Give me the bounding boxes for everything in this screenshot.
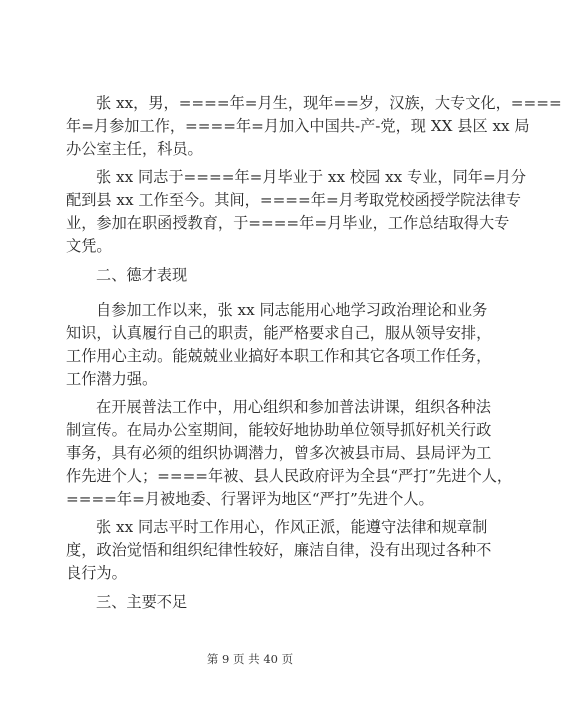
text-line: 工作潜力强。: [66, 370, 158, 388]
text-line: 在开展普法工作中，用心组织和参加普法讲课，组织各种法: [96, 398, 491, 416]
document-body: [66, 92, 562, 626]
section-heading-virtue: [96, 264, 442, 287]
heading-text: 二、德才表现: [96, 266, 188, 284]
text-line: 张 xx 同志于====年=月毕业于 xx 校园 xx 专业，同年=月分: [96, 168, 527, 186]
paragraph-conduct: [66, 516, 492, 585]
text-line: 自参加工作以来，张 xx 同志能用心地学习政治理论和业务: [96, 301, 488, 319]
text-line: 制宣传。在局办公室期间，能较好地协助单位领导抓好机关行政: [66, 421, 492, 439]
paragraph-achievements: [66, 396, 513, 511]
paragraph-education: [66, 166, 527, 258]
text-line: 知识，认真履行自己的职责，能严格要求自己，服从领导安排，: [66, 324, 492, 342]
text-line: 年=月参加工作，====年=月加入中国共-产-党，现 XX 县区 xx 局: [66, 117, 530, 135]
paragraph-basic-info: [66, 92, 562, 161]
text-line: 事务，具有必须的组织协调潜力，曾多次被县市局、县局评为工: [66, 444, 492, 462]
text-line: 办公室主任，科员。: [66, 140, 203, 158]
heading-text: 三、主要不足: [96, 593, 188, 611]
text-line: 度，政治觉悟和组织纪律性较好，廉洁自律，没有出现过各种不: [66, 541, 492, 559]
text-line: 业，参加在职函授教育，于====年=月毕业，工作总结取得大专: [66, 214, 510, 232]
text-line: 张 xx 同志平时工作用心，作风正派，能遵守法律和规章制: [96, 518, 488, 536]
text-line: 配到县 xx 工作至今。其间，====年=月考取党校函授学院法律专: [66, 191, 521, 209]
paragraph-work-attitude: [66, 299, 492, 391]
text-line: 作先进个人；====年被、县人民政府评为全县“严打”先进个人，: [66, 467, 513, 485]
page-footer: [0, 651, 500, 667]
text-line: 工作用心主动。能兢兢业业搞好本职工作和其它各项工作任务，: [66, 347, 492, 365]
page-number-label: 第 9 页 共 40 页: [206, 652, 294, 666]
text-line: 文凭。: [66, 237, 112, 255]
section-heading-shortcomings: [96, 591, 442, 614]
text-line: ====年=月被地委、行署评为地区“严打”先进个人。: [66, 490, 434, 508]
text-line: 张 xx，男，====年=月生，现年==岁，汉族，大专文化，====: [96, 94, 562, 112]
text-line: 良行为。: [66, 564, 127, 582]
